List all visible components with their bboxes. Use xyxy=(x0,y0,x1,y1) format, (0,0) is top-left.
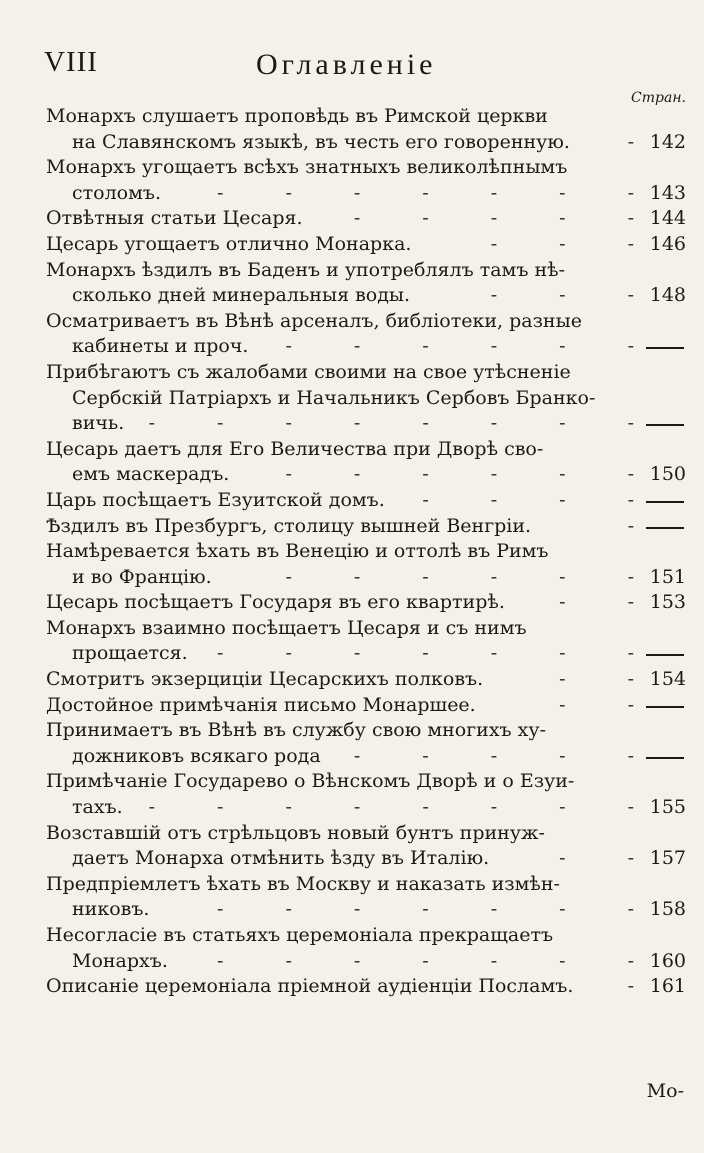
toc-entry-line xyxy=(46,283,686,309)
dot-leader: - - - xyxy=(490,232,642,255)
page-folio: VIII xyxy=(44,46,98,78)
toc-entry xyxy=(46,872,686,923)
toc-entry-line xyxy=(46,104,686,130)
toc-page-number: 150 xyxy=(649,463,686,486)
catchword: Мо- xyxy=(646,1080,684,1102)
toc-page-number: 157 xyxy=(649,847,686,870)
toc-entry-text: емъ маскерадъ. xyxy=(72,463,230,486)
toc-entry-text: никовъ. xyxy=(72,898,150,921)
toc-entry xyxy=(46,232,686,258)
toc-entry xyxy=(46,821,686,872)
toc-page-number: 154 xyxy=(649,668,686,691)
toc-page-number: 142 xyxy=(649,130,686,153)
toc-entry-line xyxy=(46,514,686,540)
toc-entry-text: Смотритъ экзерциціи Цесарскихъ полковъ. xyxy=(46,668,484,691)
dot-leader: - - - - xyxy=(422,488,642,511)
dot-leader: - - - - - - - - xyxy=(148,412,642,435)
table-of-contents xyxy=(46,104,686,1000)
toc-entry-line xyxy=(46,949,686,975)
toc-page-number: 153 xyxy=(649,591,686,614)
dot-leader: - - - - - - - xyxy=(217,642,642,665)
toc-page-number: 146 xyxy=(649,232,686,255)
page-title: Оглавленіе xyxy=(256,48,437,81)
dot-leader: - - xyxy=(559,847,642,870)
toc-entry xyxy=(46,488,686,514)
toc-page-number: 143 xyxy=(649,181,686,204)
toc-entry-line xyxy=(46,334,686,360)
toc-entry-text: Отвѣтныя статьи Цесаря. xyxy=(46,207,303,230)
toc-entry-line xyxy=(46,744,686,770)
toc-entry xyxy=(46,974,686,1000)
toc-entry-line xyxy=(46,795,686,821)
dot-leader: - - xyxy=(559,668,642,691)
toc-entry xyxy=(46,693,686,719)
toc-entry-text: прощается. xyxy=(72,642,188,665)
dot-leader: - - - - - - xyxy=(285,463,642,486)
ditto-dash xyxy=(646,424,684,426)
toc-entry-line xyxy=(46,539,686,565)
dot-leader: - - - - - - xyxy=(285,565,642,588)
toc-page-number: 151 xyxy=(649,565,686,588)
toc-page-number: 144 xyxy=(649,207,686,230)
toc-entry-line xyxy=(46,718,686,744)
toc-entry-line xyxy=(46,641,686,667)
toc-entry-text: Осматриваетъ въ Вѣнѣ арсеналъ, библіотеки, разные xyxy=(46,309,582,332)
toc-entry xyxy=(46,667,686,693)
toc-entry-line xyxy=(46,181,686,207)
dot-leader: - - - - - - - - xyxy=(148,796,642,819)
dot-leader: - - xyxy=(559,591,642,614)
dot-leader: - xyxy=(627,975,642,998)
toc-entry-line xyxy=(46,974,686,1000)
dot-leader: - xyxy=(627,130,642,153)
toc-entry xyxy=(46,437,686,488)
toc-entry-text: Цесарь даетъ для Его Величества при Дворѣ сво- xyxy=(46,437,544,460)
toc-entry xyxy=(46,539,686,590)
toc-entry-text: Возставшій отъ стрѣльцовъ новый бунтъ принуж- xyxy=(46,821,545,844)
dot-leader: - - - - - - - xyxy=(217,949,642,972)
toc-entry-line xyxy=(46,309,686,335)
toc-entry-line xyxy=(46,206,686,232)
dot-leader: - - - - - - - xyxy=(217,181,642,204)
toc-entry-text: Намѣревается ѣхать въ Венецію и оттолѣ въ Римъ xyxy=(46,540,549,563)
ditto-dash xyxy=(646,347,684,349)
toc-entry xyxy=(46,206,686,232)
dot-leader: - - - - - - - xyxy=(217,898,642,921)
toc-entry-text: сколько дней минеральныя воды. xyxy=(72,284,411,307)
toc-entry-line xyxy=(46,769,686,795)
toc-entry-line xyxy=(46,437,686,463)
toc-entry-line xyxy=(46,411,686,437)
toc-entry-text: Монархъ слушаетъ проповѣдь въ Римской церкви xyxy=(46,105,548,127)
toc-entry-line xyxy=(46,667,686,693)
toc-page-number: 155 xyxy=(649,796,686,819)
dot-leader: - - - - - xyxy=(353,744,642,767)
page-column-heading: Стран. xyxy=(631,90,686,106)
toc-entry-text: Монархъ ѣздилъ въ Баденъ и употреблялъ тамъ нѣ- xyxy=(46,258,566,281)
toc-entry-text: Монархъ. xyxy=(72,949,168,972)
toc-entry xyxy=(46,923,686,974)
toc-entry-text: даетъ Монарха отмѣнить ѣзду въ Италію. xyxy=(72,847,490,870)
toc-entry-text: Сербскій Патріархъ и Начальникъ Сербовъ Бранко- xyxy=(72,386,596,409)
toc-entry xyxy=(46,360,686,437)
toc-entry-text: Описаніе церемоніала пріемной аудіенціи Посламъ. xyxy=(46,975,574,998)
toc-entry-text: столомъ. xyxy=(72,181,162,204)
toc-entry xyxy=(46,769,686,820)
toc-entry-text: Монархъ угощаетъ всѣхъ знатныхъ великолѣпнымъ xyxy=(46,156,568,179)
toc-entry-line xyxy=(46,923,686,949)
toc-entry-line xyxy=(46,258,686,284)
dot-leader: - xyxy=(627,514,642,537)
toc-page-number: 161 xyxy=(649,975,686,998)
ditto-dash xyxy=(646,527,684,529)
toc-entry-line xyxy=(46,693,686,719)
toc-entry-line xyxy=(46,821,686,847)
toc-entry-text: Прибѣгаютъ съ жалобами своими на свое утѣсненіе xyxy=(46,360,571,383)
toc-entry-line xyxy=(46,130,686,156)
toc-entry-line xyxy=(46,232,686,258)
dot-leader: - - xyxy=(559,693,642,716)
toc-page-number: 148 xyxy=(649,284,686,307)
toc-entry-line xyxy=(46,590,686,616)
toc-entry-line xyxy=(46,846,686,872)
toc-entry-text: Монархъ взаимно посѣщаетъ Цесаря и съ нимъ xyxy=(46,616,527,639)
dot-leader: - - - - - xyxy=(353,207,642,230)
toc-entry xyxy=(46,155,686,206)
toc-entry-text: Принимаетъ въ Вѣнѣ въ службу свою многихъ ху- xyxy=(46,719,546,742)
toc-entry-text: Примѣчаніе Государево о Вѣнскомъ Дворѣ и о Езуи- xyxy=(46,770,575,793)
toc-entry-text: вичь. xyxy=(72,412,125,435)
toc-entry xyxy=(46,590,686,616)
toc-entry-text: Цесарь угощаетъ отлично Монарка. xyxy=(46,232,412,255)
toc-page-number: 158 xyxy=(649,898,686,921)
toc-entry-text: кабинеты и проч. xyxy=(72,335,249,358)
toc-entry-text: Царь посѣщаетъ Езуитской домъ. xyxy=(46,488,385,511)
toc-entry-text: Цесарь посѣщаетъ Государя въ его квартирѣ. xyxy=(46,591,505,614)
toc-entry-line xyxy=(46,565,686,591)
toc-entry-line xyxy=(46,616,686,642)
dot-leader: - - - - - - xyxy=(285,335,642,358)
toc-page-number: 160 xyxy=(649,949,686,972)
toc-entry-line xyxy=(46,360,686,386)
toc-entry-line xyxy=(46,872,686,898)
toc-entry-text: Несогласіе въ статьяхъ церемоніала прекращаетъ xyxy=(46,924,554,946)
ditto-dash xyxy=(646,501,684,503)
toc-entry-line xyxy=(46,488,686,514)
toc-entry-text: и во Францію. xyxy=(72,565,212,588)
toc-entry xyxy=(46,309,686,360)
toc-entry xyxy=(46,258,686,309)
toc-entry-text: на Славянскомъ языкѣ, въ честь его говоренную. xyxy=(72,130,570,153)
toc-entry-line xyxy=(46,462,686,488)
toc-entry-text: Ѣздилъ въ Презбургъ, столицу вышней Венгріи. xyxy=(46,514,532,537)
toc-entry-text: тахъ. xyxy=(72,796,123,819)
toc-entry-line xyxy=(46,386,686,412)
toc-entry-text: Достойное примѣчанія письмо Монаршее. xyxy=(46,693,476,716)
toc-entry xyxy=(46,104,686,155)
toc-entry xyxy=(46,718,686,769)
ditto-dash xyxy=(646,706,684,708)
ditto-dash xyxy=(646,757,684,759)
toc-entry xyxy=(46,616,686,667)
toc-entry-line xyxy=(46,897,686,923)
dot-leader: - - - xyxy=(490,284,642,307)
toc-entry-line xyxy=(46,155,686,181)
toc-entry-text: Предпріемлетъ ѣхать въ Москву и наказать измѣн- xyxy=(46,872,560,895)
toc-entry-text: дожниковъ всякаго рода xyxy=(72,744,321,767)
ditto-dash xyxy=(646,654,684,656)
toc-entry xyxy=(46,514,686,540)
